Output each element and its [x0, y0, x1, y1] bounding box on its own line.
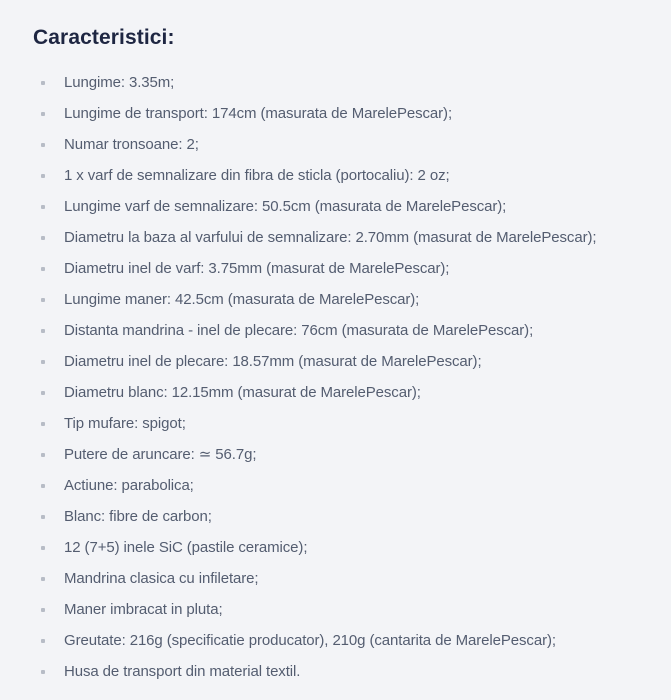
list-item	[33, 197, 641, 217]
characteristic-text: Lungime de transport: 174cm (masurata de MarelePescar);	[64, 105, 453, 122]
characteristic-text: 1 x varf de semnalizare din fibra de sticla (portocaliu): 2 oz;	[64, 167, 450, 184]
bullet-icon	[41, 453, 45, 457]
characteristic-text: 12 (7+5) inele SiC (pastile ceramice);	[64, 539, 308, 556]
characteristic-text: Actiune: parabolica;	[64, 477, 194, 494]
characteristic-text: Husa de transport din material textil.	[64, 663, 301, 680]
list-item	[33, 600, 641, 620]
bullet-icon	[41, 422, 45, 426]
bullet-icon	[41, 391, 45, 395]
bullet-icon	[41, 577, 45, 581]
characteristic-text: Mandrina clasica cu infiletare;	[64, 570, 259, 587]
bullet-icon	[41, 205, 45, 209]
list-item	[33, 445, 641, 465]
list-item	[33, 569, 641, 589]
characteristic-text: Putere de aruncare: ≃ 56.7g;	[64, 446, 257, 463]
bullet-icon	[41, 236, 45, 240]
characteristic-text: Diametru blanc: 12.15mm (masurat de MarelePescar);	[64, 384, 421, 401]
bullet-icon	[41, 329, 45, 333]
characteristics-list	[33, 73, 641, 682]
characteristic-text: Diametru inel de varf: 3.75mm (masurat de MarelePescar);	[64, 260, 450, 277]
list-item	[33, 321, 641, 341]
list-item	[33, 73, 641, 93]
list-item	[33, 228, 641, 248]
list-item	[33, 414, 641, 434]
bullet-icon	[41, 360, 45, 364]
bullet-icon	[41, 546, 45, 550]
list-item	[33, 166, 641, 186]
bullet-icon	[41, 174, 45, 178]
list-item	[33, 352, 641, 372]
bullet-icon	[41, 484, 45, 488]
bullet-icon	[41, 267, 45, 271]
list-item	[33, 383, 641, 403]
characteristic-text: Blanc: fibre de carbon;	[64, 508, 212, 525]
bullet-icon	[41, 112, 45, 116]
bullet-icon	[41, 143, 45, 147]
bullet-icon	[41, 81, 45, 85]
characteristic-text: Lungime maner: 42.5cm (masurata de MarelePescar);	[64, 291, 420, 308]
list-item	[33, 538, 641, 558]
characteristic-text: Lungime varf de semnalizare: 50.5cm (masurata de MarelePescar);	[64, 198, 507, 215]
list-item	[33, 104, 641, 124]
characteristic-text: Diametru inel de plecare: 18.57mm (masurat de MarelePescar);	[64, 353, 482, 370]
characteristic-text: Lungime: 3.35m;	[64, 74, 175, 91]
list-item	[33, 662, 641, 682]
characteristic-text: Tip mufare: spigot;	[64, 415, 186, 432]
characteristic-text: Distanta mandrina - inel de plecare: 76cm (masurata de MarelePescar);	[64, 322, 534, 339]
list-item	[33, 476, 641, 496]
characteristic-text: Maner imbracat in pluta;	[64, 601, 223, 618]
bullet-icon	[41, 608, 45, 612]
list-item	[33, 631, 641, 651]
bullet-icon	[41, 670, 45, 674]
list-item	[33, 135, 641, 155]
bullet-icon	[41, 639, 45, 643]
characteristic-text: Diametru la baza al varfului de semnalizare: 2.70mm (masurat de MarelePescar);	[64, 229, 597, 246]
bullet-icon	[41, 515, 45, 519]
list-item	[33, 507, 641, 527]
bullet-icon	[41, 298, 45, 302]
list-item	[33, 290, 641, 310]
characteristic-text: Greutate: 216g (specificatie producator), 210g (cantarita de MarelePescar);	[64, 632, 556, 649]
list-item	[33, 259, 641, 279]
section-title: Caracteristici:	[33, 26, 175, 49]
characteristic-text: Numar tronsoane: 2;	[64, 136, 199, 153]
